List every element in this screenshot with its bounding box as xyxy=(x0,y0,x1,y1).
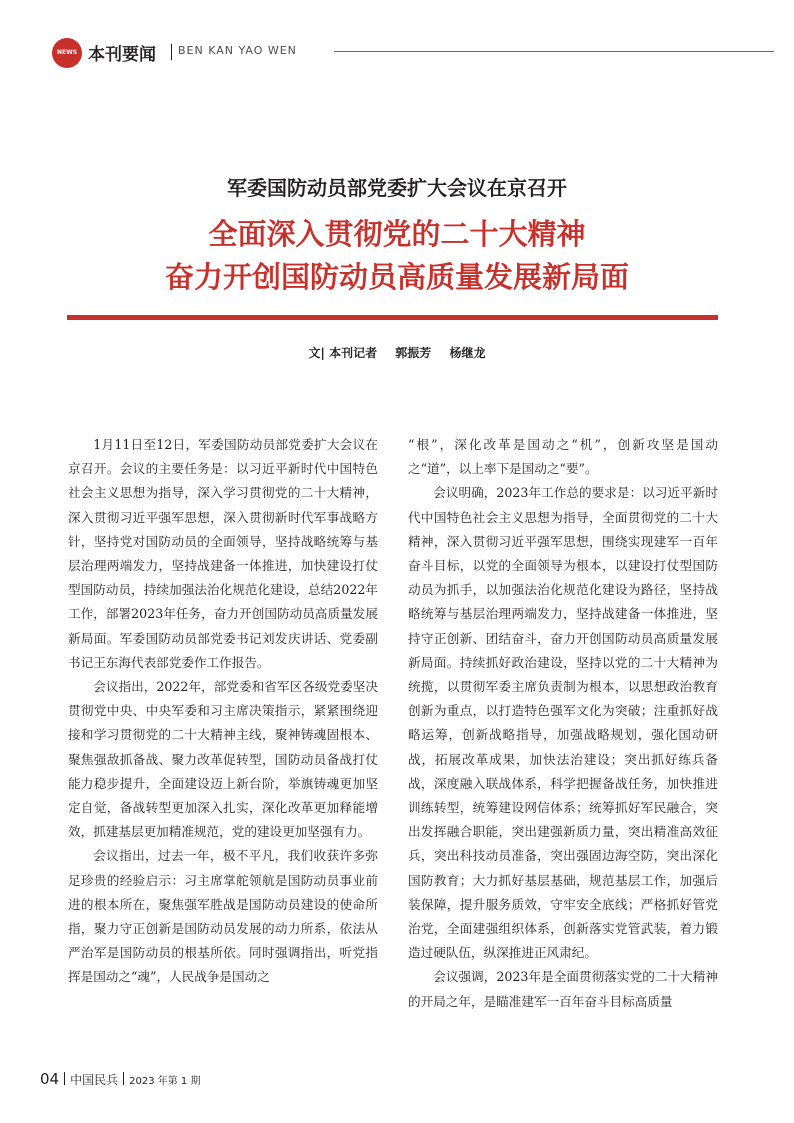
footer-divider xyxy=(64,1072,65,1085)
paragraph: 会议强调，2023年是全面贯彻落实党的二十大精神的开局之年，是瞄准建军一百年奋斗目标高质量 xyxy=(408,969,718,1009)
section-title: 本刊要闻 xyxy=(88,45,156,65)
author-name: 杨继龙 xyxy=(449,346,486,360)
author-name: 郭振芳 xyxy=(395,346,432,360)
byline-role: 本刊记者 xyxy=(329,346,378,360)
magazine-name: 中国民兵 xyxy=(70,1073,119,1087)
paragraph: 会议指出，过去一年，极不平凡，我们收获许多弥足珍贵的经验启示：习主席掌舵领航是国防动员事业前进的根本所在，聚焦强军胜战是国防动员建设的使命所指，聚力守正创新是国防动员发展的动力所系，依法从严治军是国防动员的根基所依。同时强调指出，听党指挥是国动之“魂”，人民战争是国动之 xyxy=(68,848,378,985)
byline xyxy=(0,344,794,361)
issue-label: 2023 年第 1 期 xyxy=(129,1076,201,1087)
paragraph: 会议明确，2023年工作总的要求是：以习近平新时代中国特色社会主义思想为指导，全面贯彻党的二十大精神，深入贯彻习近平强军思想，围绕实现建军一百年奋斗目标，以党的全面领导为根本，以建设打仗型国防动员为抓手，以加强法治化规范化建设为路径，坚持战略统筹与基层治理两端发力，坚持战建备一体推进，坚持守正创新、团结奋斗，奋力开创国防动员高质量发展新局面。持续抓好政治建设，坚持以党的二十大精神为统揽，以贯彻军委主席负责制为根本，以思想政治教育创新为重点，以打造特色强军文化为突破；注重抓好战略运筹，创新战略指导，加强战略规划，强化国动研战，拓展改革成果，加快法治建设；突出抓好练兵备战，深度融入联战体系，科学把握备战任务，加快推进训练转型，统筹建设网信体系；统筹抓好军民融合，突出发挥融合职能，突出建强新质力量，突出精准高效征兵，突出科技动员准备，突出强固边海空防，突出深化国防教育；大力抓好基层基础，规范基层工作，加强后装保障，提升服务质效，守牢安全底线；严格抓好管党治党，全面建强组织体系，创新落实党管武装，着力锻造过硬队伍，纵深推进正风肃纪。 xyxy=(408,485,718,961)
headline-line-1: 全面深入贯彻党的二十大精神 xyxy=(208,217,586,251)
footer-divider xyxy=(123,1072,124,1085)
section-subtitle: BEN KAN YAO WEN xyxy=(178,44,297,57)
headline-line-2: 奋力开创国防动员高质量发展新局面 xyxy=(164,260,629,294)
article-kicker: 军委国防动员部党委扩大会议在京召开 xyxy=(227,176,567,200)
byline-prefix: 文| xyxy=(308,346,325,360)
paragraph: “根”，深化改革是国动之“机”，创新攻坚是国动之“道”，以上率下是国动之“要”。 xyxy=(408,437,718,477)
article-column-left xyxy=(68,433,378,1073)
news-logo-icon: NEWS xyxy=(52,38,82,68)
article-column-right xyxy=(408,433,718,1073)
paragraph: 1月11日至12日，军委国防动员部党委扩大会议在京召开。会议的主要任务是：以习近平新时代中国特色社会主义思想为指导，深入学习贯彻党的二十大精神，深入贯彻习近平强军思想，深入贯彻新时代军事战略方针，坚持党对国防动员的全面领导，坚持战略统筹与基层治理两端发力，坚持战建备一体推进，加快建设打仗型国防动员，持续加强法治化规范化建设，总结2022年工作，部署2023年任务，奋力开创国防动员高质量发展新局面。军委国防动员部党委书记刘发庆讲话、党委副书记王东海代表部党委作工作报告。 xyxy=(68,437,378,670)
header-rule xyxy=(334,51,774,52)
section-divider xyxy=(171,44,172,60)
page-number: 04 xyxy=(40,1070,60,1088)
paragraph: 会议指出，2022年，部党委和省军区各级党委坚决贯彻党中央、中央军委和习主席决策指示，紧紧围绕迎接和学习贯彻党的二十大精神主线，聚神铸魂固根本、聚焦强敌抓备战、聚力改革促转型，国防动员备战打仗能力稳步提升，全面建设迈上新台阶，举旗铸魂更加坚定自觉，备战转型更加深入扎实，深化改革更加释能增效，抓建基层更加精准规范，党的建设更加坚强有力。 xyxy=(68,679,378,840)
page-footer xyxy=(40,1069,200,1088)
title-rule xyxy=(67,315,718,320)
section-header xyxy=(52,38,752,72)
